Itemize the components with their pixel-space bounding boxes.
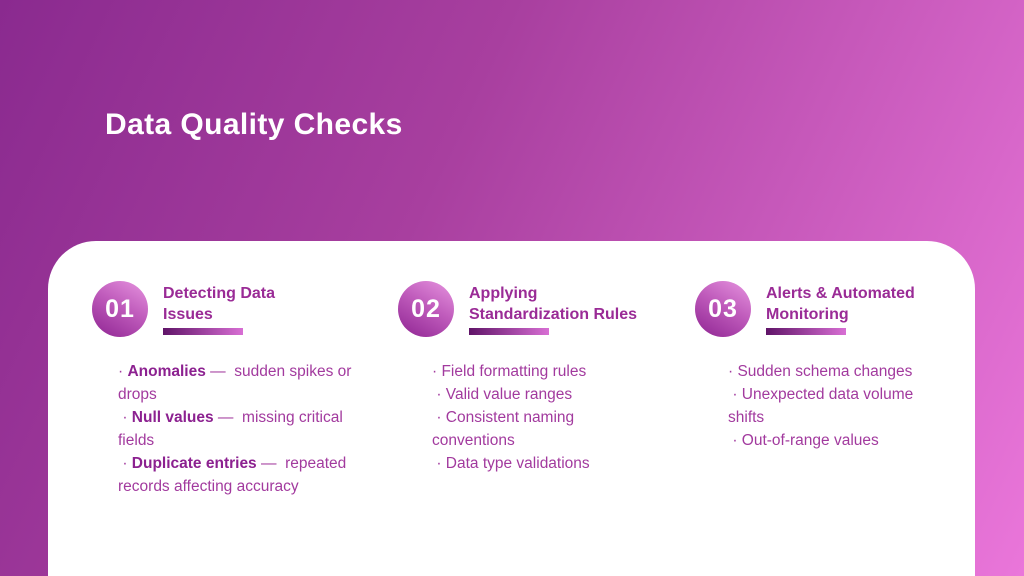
heading-underline-bar [469, 328, 549, 335]
bullet-text: Out-of-range values [741, 432, 879, 449]
bullet-item [728, 429, 916, 452]
bullet-marker: · [118, 409, 132, 426]
bullet-marker: · [432, 363, 442, 380]
bullet-term: Duplicate entries [131, 455, 257, 472]
bullet-term: Null values [131, 409, 214, 426]
bullet-marker: · [432, 455, 446, 472]
bullet-marker: · [118, 455, 132, 472]
column-2-bullet-list [432, 360, 628, 475]
step-number-badge: 01 [92, 281, 148, 337]
column-alerts-automated-monitoring [695, 281, 961, 452]
heading-underline-bar [766, 328, 846, 335]
heading-line: Applying [469, 285, 538, 302]
heading-line: Standardization Rules [469, 306, 638, 323]
content-card [48, 241, 975, 576]
bullet-item [118, 360, 360, 406]
bullet-marker: · [432, 386, 446, 403]
bullet-text: — sudden spikes or drops [118, 363, 356, 403]
bullet-item [118, 452, 360, 498]
column-3-bullet-list [728, 360, 916, 452]
heading-line: Issues [163, 306, 213, 323]
bullet-item [432, 383, 628, 406]
bullet-marker: · [728, 386, 742, 403]
column-3-heading [766, 283, 915, 335]
heading-line: Monitoring [766, 306, 849, 323]
bullet-item [432, 360, 628, 383]
bullet-text: Unexpected data volume shifts [728, 386, 918, 426]
bullet-item [118, 406, 360, 452]
bullet-text: Sudden schema changes [737, 363, 913, 380]
bullet-text: Field formatting rules [441, 363, 587, 380]
heading-underline-bar [163, 328, 243, 335]
column-2-heading [469, 283, 637, 335]
column-applying-standardization-rules [398, 281, 658, 475]
bullet-term: Anomalies [127, 363, 206, 380]
column-1-header [92, 281, 382, 337]
step-number-badge: 03 [695, 281, 751, 337]
page-title: Data Quality Checks [105, 108, 403, 141]
heading-line: Alerts & Automated [766, 285, 915, 302]
step-number-badge: 02 [398, 281, 454, 337]
column-2-header [398, 281, 658, 337]
bullet-text: Valid value ranges [445, 386, 573, 403]
bullet-marker: · [432, 409, 446, 426]
column-1-heading [163, 283, 275, 335]
column-detecting-data-issues [92, 281, 382, 498]
heading-line: Detecting Data [163, 285, 276, 302]
bullet-text: — missing critical fields [118, 409, 348, 449]
column-3-header [695, 281, 961, 337]
bullet-text: Consistent naming conventions [432, 409, 579, 449]
bullet-item [728, 360, 916, 383]
bullet-marker: · [118, 363, 128, 380]
bullet-marker: · [728, 363, 738, 380]
bullet-marker: · [728, 432, 742, 449]
bullet-text: — repeated records affecting accuracy [118, 455, 351, 495]
bullet-text: Data type validations [445, 455, 590, 472]
bullet-item [432, 452, 628, 475]
column-1-bullet-list [118, 360, 360, 498]
bullet-item [432, 406, 628, 452]
bullet-item [728, 383, 916, 429]
